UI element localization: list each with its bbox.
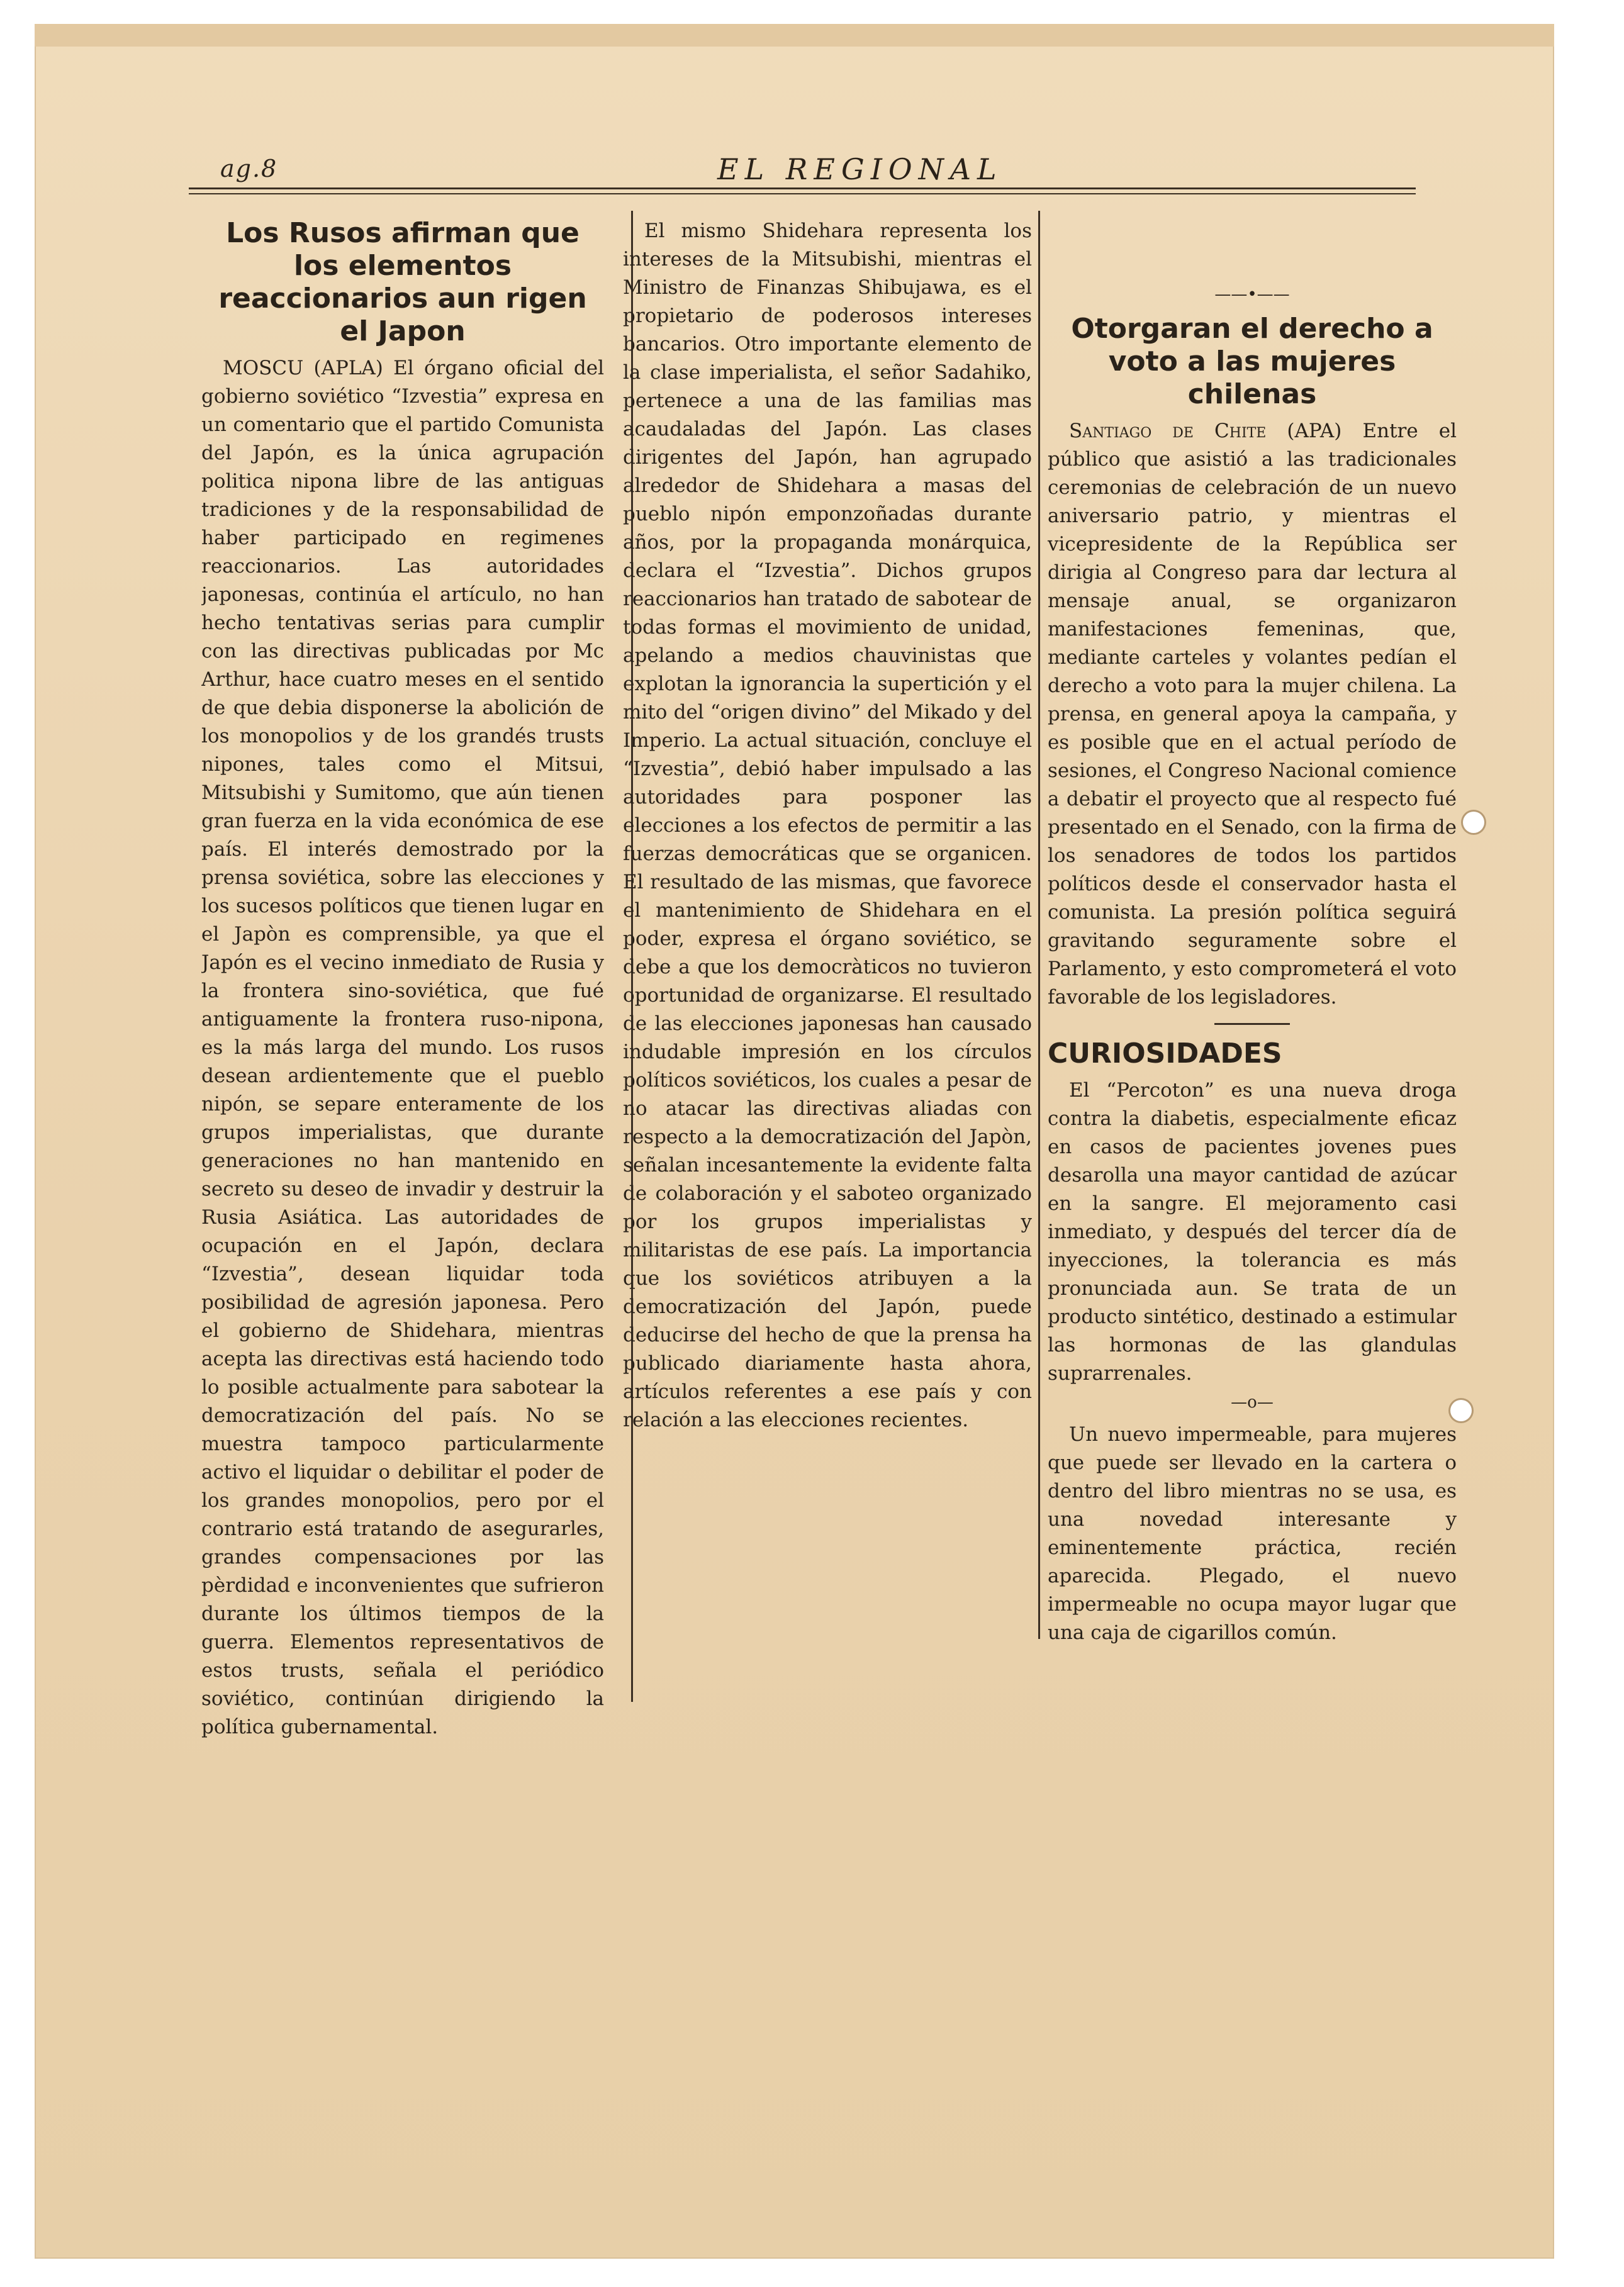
separator-ornament: ——•—— bbox=[1214, 285, 1290, 304]
masthead: EL REGIONAL bbox=[717, 152, 1003, 186]
column-3 bbox=[1048, 217, 1457, 1647]
paper-hole bbox=[1450, 1400, 1472, 1421]
item-separator: —o— bbox=[1231, 1393, 1274, 1412]
paper-hole bbox=[1463, 812, 1484, 833]
column-2 bbox=[623, 217, 1032, 1834]
article-paragraph bbox=[1048, 417, 1457, 1012]
curiosity-item: Un nuevo impermeable, para mujeres que puede ser llevado en la cartera o dentro del libro mientras no se usa, es una novedad interesante y eminentemente práctica, recién aparecida. Plegado, el nuevo impermeable no ocupa mayor lugar que una caja de cigarillos común. bbox=[1048, 1423, 1457, 1644]
article-paragraph: El mismo Shidehara representa los intereses de la Mitsubishi, mientras el Ministro de Finanzas Shibujawa, es el propietario de poderosos intereses bancarios. Otro importante elemento de la clase imperialista, el señor Sadahiko, pertenece a una de las familias mas acaudaladas del Japón. Las clases dirigentes del Japón, han agrupado alrededor de Shidehara a masas del pueblo nipón emponzoñadas durante años, por la propaganda monárquica, declara el “Izvestia”. Dichos grupos reaccionarios han tratado de sabotear de todas formas el movimiento de unidad, apelando a medios chauvinistas que explotan la ignorancia la supertición y el mito del “origen divino” del Mikado y del Imperio. La actual situación, concluye el “Izvestia”, debió haber impulsado a las autoridades para posponer las elecciones a los efectos de permitir a las fuerzas democráticas que se organicen. El resultado de las mismas, que favorece el mantenimiento de Shidehara en el poder, expresa el órgano soviético, se debe a que los democràticos no tuvieron oportunidad de organizarse. El resultado de las elecciones japonesas han causado indudable impresión en los círculos políticos soviéticos, los cuales a pesar de no atacar las directivas aliadas con respecto a la democratización del Japòn, señalan incesantemente la evidente falta de colaboración y el saboteo organizado por los grupos imperialistas y militaristas de ese país. La importancia que los soviéticos atribuyen a la democratización del Japón, puede deducirse del hecho de que la prensa ha publicado diariamente hasta ahora, artículos referentes a ese país y con relación a las elecciones recientes. bbox=[623, 220, 1032, 1431]
column-divider-2 bbox=[1038, 211, 1040, 1639]
section-rule bbox=[1214, 1023, 1290, 1025]
dateline: Santiago de Chite (APA) bbox=[1069, 420, 1342, 442]
article-title-rusos: Los Rusos afirman que los elementos reaccionarios aun rigen el Japon bbox=[218, 217, 587, 347]
article-paragraph: MOSCU (APLA) El órgano oficial del gobierno soviético “Izvestia” expresa en un comentario que el partido Comunista del Japón, es la única agrupación politica nipona libre de las antiguas tradiciones y de la responsabilidad de haber participado en regimenes reaccionarios. Las autoridades japonesas, continúa el artículo, no han hecho tentativas serias para cumplir con las directivas publicadas por Mc Arthur, hace cuatro meses en el sentido de que debia disponerse la abolición de los monopolios y de los grandés trusts nipones, tales como el Mitsui, Mitsubishi y Sumitomo, que aún tienen gran fuerza en la vida económica de ese país. El interés demostrado por la prensa soviética, sobre las elecciones y los sucesos políticos que tienen lugar en el Japòn es comprensible, ya que el Japón es el vecino inmediato de Rusia y la frontera sino-soviética, que fué antiguamente la frontera ruso-nipona, es la más larga del mundo. Los rusos desean ardientemente que el pueblo nipón, se separe enteramente de los grupos imperialistas, que durante generaciones no han mantenido en secreto su deseo de invadir y destruir la Rusia Asiática. Las autoridades de ocupación en el Japón, declara “Izvestia”, desean liquidar toda posibilidad de agresión japonesa. Pero el gobierno de Shidehara, mientras acepta las directivas está haciendo todo lo posible actualmente para sabotear la democratización del país. No se muestra tampoco particularmente activo el liquidar o debilitar el poder de los grandes monopolios, pero por el contrario está tratando de asegurarles, grandes compensaciones por las pèrdidad e inconvenientes que sufrieron durante los últimos tiempos de la guerra. Elementos representativos de estos trusts, señala el periódico soviético, continúan dirigiendo la política gubernamental. bbox=[201, 357, 604, 1738]
column-1 bbox=[201, 217, 604, 1902]
folded-page-edge bbox=[35, 24, 1554, 47]
section-title-curiosidades: CURIOSIDADES bbox=[1048, 1037, 1282, 1070]
curiosity-item: El “Percoton” es una nueva droga contra la diabetis, especialmente eficaz en casos de pacientes jovenes pues desarolla una mayor cantidad de azúcar en la sangre. El mejoramento casi inmediato, y después del tercer día de inyecciones, la tolerancia es más pronunciada aun. Se trata de un producto sintético, destinado a estimular las hormonas de las glandulas suprarrenales. bbox=[1048, 1079, 1457, 1385]
header-rule bbox=[189, 187, 1416, 194]
article-title-voto: Otorgaran el derecho a voto a las mujeres chilenas bbox=[1071, 313, 1433, 410]
page-number: ag.8 bbox=[220, 155, 278, 182]
article-body: Entre el público que asistió a las tradicionales ceremonias de celebración de un nuevo aniversario patrio, y mientras el vicepresidente de la República ser dirigia al Congreso para dar lectura al mensaje anual, se organizaron manifestaciones femeninas, que, mediante carteles y volantes pedían el derecho a voto para la mujer chilena. La prensa, en general apoya la campaña, y es posible que en el actual período de sesiones, el Congreso Nacional comience a debatir el proyecto que al respecto fué presentado en el Senado, con la firma de los senadores de todos los partidos políticos desde el conservador hasta el comunista. La presión política seguirá gravitando seguramente sobre el Parlamento, y esto comprometerá el voto favorable de los legisladores. bbox=[1048, 420, 1457, 1009]
